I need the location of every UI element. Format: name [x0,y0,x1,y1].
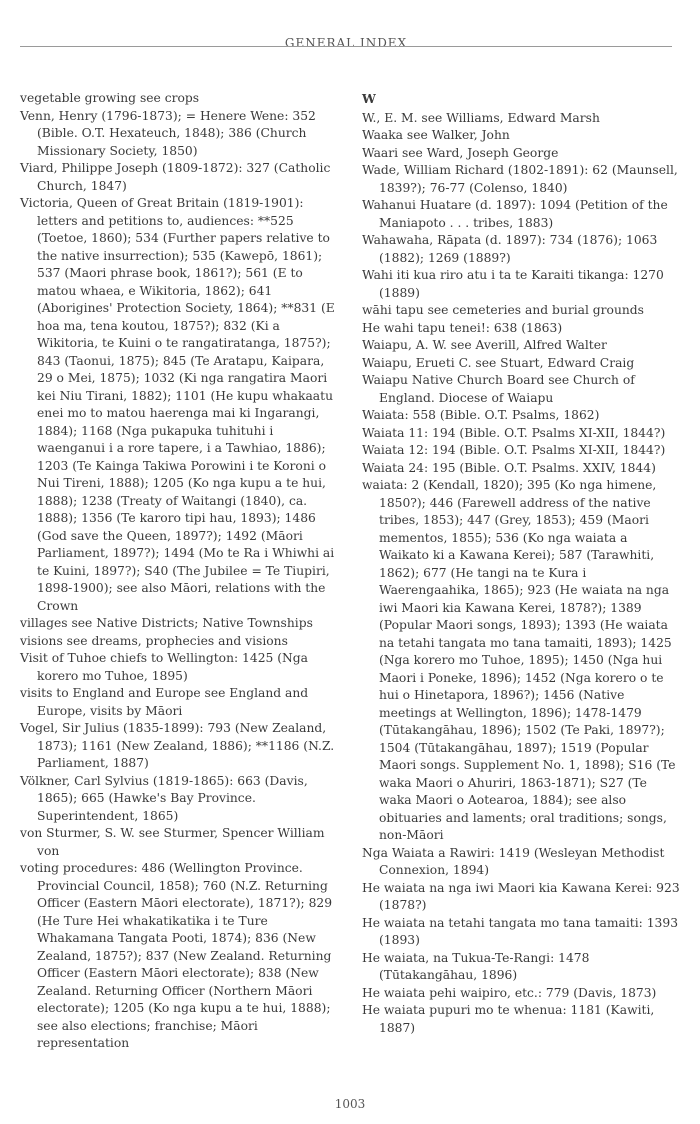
index-column-left [20,90,340,1053]
index-entry: Waiapu, Erueti C. see Stuart, Edward Craig [362,355,635,370]
index-entry: He waiata, na Tukua-Te-Rangi: 1478 (Tūtakangāhau, 1896) [362,950,590,982]
running-header: GENERAL INDEX [284,36,408,50]
index-entry: Visit of Tuhoe chiefs to Wellington: 1425 (Nga korero mo Tuhoe, 1895) [20,651,309,683]
index-entry: Venn, Henry (1796-1873); = Henere Wene: 352 (Bible. O.T. Hexateuch, 1848); 386 (Church Missionary Society, 1850) [20,108,316,158]
index-entry: von Sturmer, S. W. see Sturmer, Spencer William von [20,826,325,858]
index-entry: Wade, William Richard (1802-1891): 62 (Maunsell, 1839?); 76-77 (Colenso, 1840) [362,163,678,195]
index-entry: Waiapu, A. W. see Averill, Alfred Walter [362,338,607,352]
index-entry: villages see Native Districts; Native Townships [20,616,313,630]
index-entry: Waiata: 558 (Bible. O.T. Psalms, 1862) [362,408,600,422]
index-entry: Waiata 11: 194 (Bible. O.T. Psalms XI-XII, 1844?) [362,425,666,440]
page-number: 1003 [334,1097,366,1111]
section-letter: W [362,91,376,106]
index-entry: Waiata 24: 195 (Bible. O.T. Psalms. XXIV, 1844) [362,460,656,475]
index-entry: Waiata 12: 194 (Bible. O.T. Psalms XI-XII, 1844?) [362,443,666,457]
index-entry: Vogel, Sir Julius (1835-1899): 793 (New Zealand, 1873); 1161 (New Zealand, 1886); **1186 (N.Z. Parliament, 1887) [20,721,335,770]
index-entry: Wahanui Huatare (d. 1897): 1094 (Petition of the Maniapoto . . . tribes, 1883) [362,198,668,230]
index-entry: He waiata na tetahi tangata mo tana tamaiti: 1393 (1893) [362,915,679,947]
index-entry: Victoria, Queen of Great Britain (1819-1901): letters and petitions to, audiences: **525 (Toetoe, 1860); 534 (Further papers relative to the native insurrection); 535 (Kawepō, 1861); 537 (Maori phrase book, 1861?); 561 (E to matou whaea, e Wikitoria, 1862); 641 (Aborigines' Protection Society, 1864); **831 (E hoa ma, tena koutou, 1875?); 832 (Ki a Wikitoria, te Kuini o te rangatiratanga, 1875?); 843 (Taonui, 1875); 845 (Te Aratapu, Kaipara, 29 o Mei, 1875); 1032 (Ki nga rangatira Maori kei Niu Tirani, 1882); 1101 (He kupu whakaatu enei mo to matou haerenga mai ki Ingarangi, 1884); 1168 (Nga pukapuka tuhituhi i waenganui i a rore tapere, i a Tawhiao, 1886); 1203 (Te Kainga Takiwa Porowini i te Koroni o Nui Tireni, 1888); 1205 (Ko nga kupu a te hui, 1888); 1238 (Treaty of Waitangi (1840), ca. 1888); 1356 (Te karoro tipi hau, 1893); 1486 (God save the Queen, 1897?); 1492 (Māori Parliament, 1897?); 1494 (Mo te Ra i Whiwhi ai te Kuini, 1897?); S40 (The Jubilee = Te Tiupiri, 1898-1900); see also Māori, relations with the Crown [20,196,335,613]
index-entry: He wahi tapu tenei!: 638 (1863) [362,320,563,335]
index-entry: W., E. M. see Williams, Edward Marsh [362,110,600,125]
index-entry: Waari see Ward, Joseph George [362,145,559,160]
index-column-right [362,90,680,1037]
index-entry: Viard, Philippe Joseph (1809-1872): 327 (Catholic Church, 1847) [20,161,331,193]
index-entry: He waiata pehi waipiro, etc.: 779 (Davis, 1873) [362,985,657,1000]
index-entry: Waaka see Walker, John [362,128,510,142]
index-entry: Nga Waiata a Rawiri: 1419 (Wesleyan Methodist Connexion, 1894) [362,845,665,877]
header-rule [20,46,672,47]
index-entry: vegetable growing see crops [20,91,200,105]
index-entry: wāhi tapu see cemeteries and burial grounds [362,303,644,317]
index-entry: visits to England and Europe see England and Europe, visits by Māori [20,686,309,718]
index-entry: Völkner, Carl Sylvius (1819-1865): 663 (Davis, 1865); 665 (Hawke's Bay Province. Superintendent, 1865) [20,773,308,823]
index-entry: Wahi iti kua riro atu i ta te Karaiti tikanga: 1270 (1889) [362,268,664,300]
index-entry: waiata: 2 (Kendall, 1820); 395 (Ko nga himene, 1850?); 446 (Farewell address of the native tribes, 1853); 447 (Grey, 1853); 459 (Maori mementos, 1855); 536 (Ko nga waiata a Waikato ki a Kawana Kerei); 587 (Tarawhiti, 1862); 677 (He tangi na te Kura i Waerengaahika, 1865); 923 (He waiata na nga iwi Maori kia Kawana Kerei, 1878?); 1389 (Popular Maori songs, 1893); 1393 (He waiata na tetahi tangata mo tana tamaiti, 1893); 1425 (Nga korero mo Tuhoe, 1895); 1450 (Nga hui Maori i Poneke, 1896); 1452 (Nga korero o te hui o Hinetapora, 1896?); 1456 (Native meetings at Wellington, 1896); 1478-1479 (Tūtakangāhau, 1896); 1502 (Te Paki, 1897?); 1504 (Tūtakangāhau, 1897); 1519 (Popular Maori songs. Supplement No. 1, 1898); S16 (Te waka Maori o Ahuriri, 1863-1871); S27 (Te waka Maori o Aotearoa, 1884); see also obituaries and laments; oral traditions; songs, non-Māori [362,478,676,842]
index-entry: Waiapu Native Church Board see Church of England. Diocese of Waiapu [362,373,635,405]
index-entry: Wahawaha, Rāpata (d. 1897): 734 (1876); 1063 (1882); 1269 (1889?) [362,233,658,265]
index-entry: He waiata pupuri mo te whenua: 1181 (Kawiti, 1887) [362,1003,655,1035]
index-entry: He waiata na nga iwi Maori kia Kawana Kerei: 923 (1878?) [362,880,680,912]
index-entry: visions see dreams, prophecies and visions [20,633,288,648]
index-entry: voting procedures: 486 (Wellington Province. Provincial Council, 1858); 760 (N.Z. Returning Officer (Eastern Māori electorate), 1871?); 829 (He Ture Hei whakatikatika i te Ture Whakamana Tangata Pooti, 1874); 836 (New Zealand, 1875?); 837 (New Zealand. Returning Officer (Eastern Māori electorate); 838 (New Zealand. Returning Officer (Northern Māori electorate); 1205 (Ko nga kupu a te hui, 1888); see also elections; franchise; Māori representation [20,861,333,1050]
